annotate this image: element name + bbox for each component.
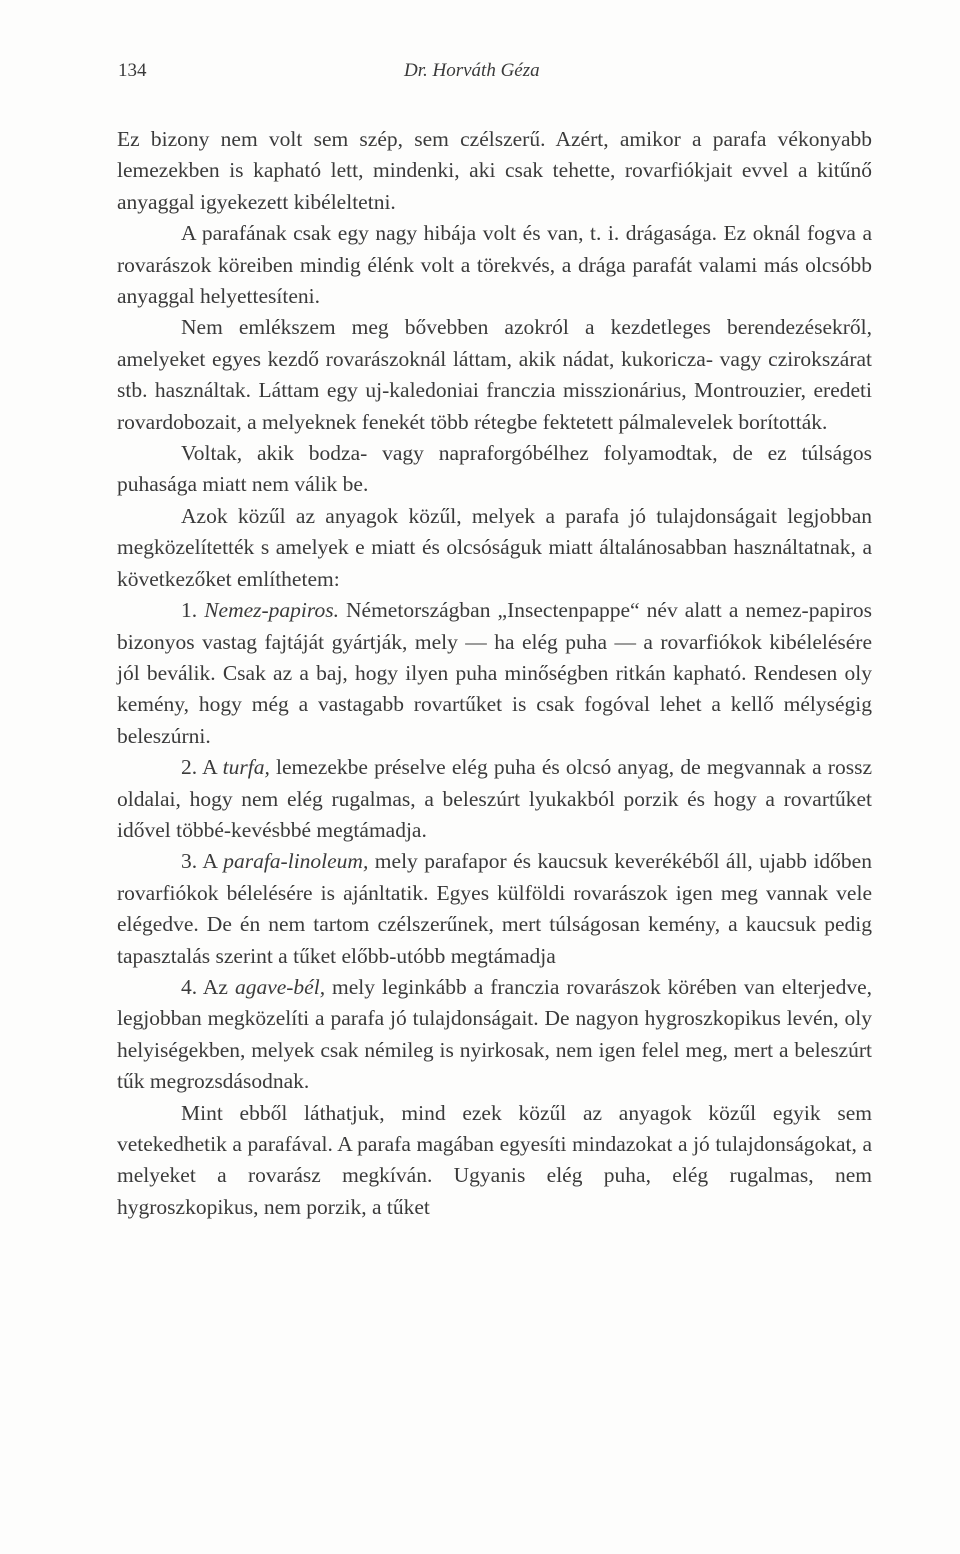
item-number: 4. xyxy=(181,974,198,999)
list-item xyxy=(117,846,872,972)
list-item xyxy=(117,595,872,752)
paragraph xyxy=(117,124,872,218)
paragraph xyxy=(117,312,872,438)
list-item xyxy=(117,752,872,846)
item-prefix: A xyxy=(202,755,223,780)
paragraph-text: A parafának csak egy nagy hibája volt és van, t. i. drágasága. Ez oknál fogva a rovarászok köreiben mindig élénk volt a törekvés, a drága parafát valami más olcsóbb anyaggal helyettesíteni. xyxy=(117,221,872,309)
item-term: Nemez-papiros. xyxy=(204,598,339,623)
paragraph-text: Mint ebből láthatjuk, mind ezek közűl az anyagok közűl egyik sem vetekedhetik a parafával. A parafa magában egyesíti mindazokat a jó tulajdonságokat, a melyeket a rovarász megkíván. Ugyanis elég puha, elég rugalmas, nem hygroszkopikus, nem porzik, a tűket xyxy=(117,1100,872,1219)
item-text: mely parafapor és kaucsuk keverékéből áll, ujabb időben rovarfiókok bélelésére is ajánltatik. Egyes külföldi rovarászok igen meg vannak vele elégedve. De én nem tartom czélszerűnek, mert túlságosan kemény, a kaucsuk pedig tapasztalás szerint a tűket előbb-utóbb megtámadja xyxy=(117,849,872,968)
paragraph xyxy=(117,1098,872,1224)
running-head: Dr. Horváth Géza xyxy=(404,60,540,81)
item-number: 2. xyxy=(181,755,198,780)
item-prefix: Az xyxy=(202,974,235,999)
item-number: 3. xyxy=(181,849,198,874)
list-item xyxy=(117,972,872,1098)
paragraph xyxy=(117,438,872,501)
page-header xyxy=(118,60,870,88)
item-term: parafa-linoleum, xyxy=(223,849,369,874)
page-number: 134 xyxy=(118,60,147,81)
paragraph-text: Nem emlékszem meg bővebben azokról a kezdetleges berendezésekről, amelyeket egyes kezdő rovarászoknál láttam, akik nádat, kukoricza- vagy cziroksz​árat stb. használtak. Láttam egy uj-kaledoniai franczia misszionárius, Montrouzier, eredeti rovardobozait, a melyeknek fenekét több rétegbe fektetett pálmalevelek borították. xyxy=(117,315,872,434)
item-text: Németországban „Insectenpappe“ név alatt a nemez-papiros bizonyos vastag fajtáját gyártják, mely — ha elég puha — a rovarfiókok kibélelésére jól beválik. Csak az a baj, hogy ilyen puha minőségben ritkán kapható. Rendesen oly kemény, hogy még a vastagabb rovartűket is csak fogóval lehet a kellő mélységig beleszúrni. xyxy=(117,598,872,748)
item-prefix: A xyxy=(202,849,224,874)
paragraph-text: Ez bizony nem volt sem szép, sem czélszerű. Azért, amikor a parafa vékonyabb lemezekben is kapható lett, mindenki, aki csak tehette, rovarfiókjait evvel a kitűnő anyaggal igyekezett kibéleltetni. xyxy=(117,127,872,214)
item-text: mely leginkább a franczia rovarászok körében van elterjedve, legjobban megközelíti a parafa jó tulajdonságait. De nagyon hygroszkopikus levén, oly helyiségekben, melyek csak némileg is nyirkosak, nem igen felel meg, mert a beleszúrt tűk megrozsdásodnak. xyxy=(117,974,872,1094)
body-text xyxy=(117,124,872,1223)
item-number: 1. xyxy=(181,598,198,623)
paragraph-text: Azok közűl az anyagok közűl, melyek a parafa jó tulajdonságait legjobban megközelítették s amelyek e miatt és olcsóságuk miatt általánosabban használtatnak, a következőket említhetem: xyxy=(117,503,872,591)
item-text: lemezekbe préselve elég puha és olcsó anyag, de megvannak a rossz oldalai, hogy nem elég rugalmas, a beleszúrt lyukakból porzik és hogy a rovartűket idővel többé-kevésbbé megtámadja. xyxy=(117,755,872,842)
paragraph-text: Voltak, akik bodza- vagy napraforgóbélhez folyamodtak, de ez túlságos puhasága miatt nem válik be. xyxy=(117,441,872,497)
paragraph xyxy=(117,218,872,312)
item-term: turfa, xyxy=(222,755,270,780)
item-term: agave-bél, xyxy=(234,974,326,999)
paragraph xyxy=(117,501,872,595)
